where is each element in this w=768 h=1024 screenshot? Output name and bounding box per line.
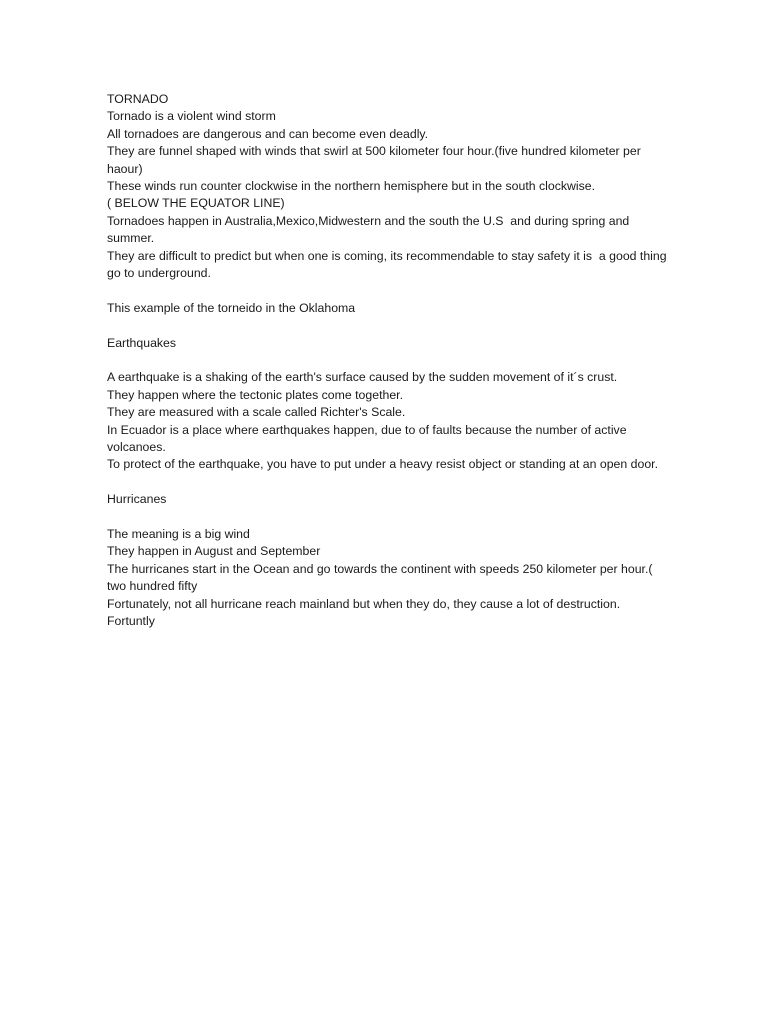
spacer: [107, 352, 667, 369]
hurricanes-line-5: Fortuntly: [107, 614, 155, 629]
tornado-line-2: All tornadoes are dangerous and can become even deadly.: [107, 126, 429, 141]
tornado-heading: TORNADO: [107, 92, 169, 106]
hurricanes-line-4: Fortunately, not all hurricane reach mainland but when they do, they cause a lot of destruction.: [107, 596, 621, 611]
earthquakes-line-4: In Ecuador is a place where earthquakes happen, due to of faults because the number of active volcanoes.: [107, 422, 630, 455]
tornado-line-5: ( BELOW THE EQUATOR LINE): [107, 196, 285, 211]
earthquakes-line-1: A earthquake is a shaking of the earth's surface caused by the sudden movement of it´s crust.: [107, 370, 618, 385]
document-body: [107, 91, 674, 631]
spacer: [107, 317, 667, 334]
earthquakes-line-3: They are measured with a scale called Richter's Scale.: [107, 405, 406, 420]
tornado-example: This example of the torneido in the Oklahoma: [107, 300, 356, 315]
tornado-line-3: They are funnel shaped with winds that swirl at 500 kilometer four hour.(five hundred kilometer per haour): [107, 144, 645, 176]
spacer: [107, 474, 667, 491]
hurricanes-heading: Hurricanes: [107, 492, 167, 507]
tornado-line-6: Tornadoes happen in Australia,Mexico,Midwestern and the south the U.S and during spring and summer.: [107, 213, 633, 246]
spacer: [107, 282, 667, 299]
hurricanes-line-1: The meaning is a big wind: [107, 527, 250, 542]
hurricanes-line-3: The hurricanes start in the Ocean and go towards the continent with speeds 250 kilometer per hour.( two hundred fifty: [107, 561, 656, 594]
spacer: [107, 509, 667, 526]
earthquakes-line-2: They happen where the tectonic plates come together.: [107, 387, 403, 402]
hurricanes-line-2: They happen in August and September: [107, 544, 321, 559]
tornado-line-7: They are difficult to predict but when one is coming, its recommendable to stay safety it is a good thing go to underground.: [107, 248, 674, 281]
earthquakes-line-5: To protect of the earthquake, you have to put under a heavy resist object or standing at an open door.: [107, 457, 658, 472]
tornado-line-1: Tornado is a violent wind storm: [107, 109, 276, 124]
earthquakes-heading: Earthquakes: [107, 335, 177, 350]
tornado-line-4: These winds run counter clockwise in the northern hemisphere but in the south clockwise.: [107, 179, 596, 194]
